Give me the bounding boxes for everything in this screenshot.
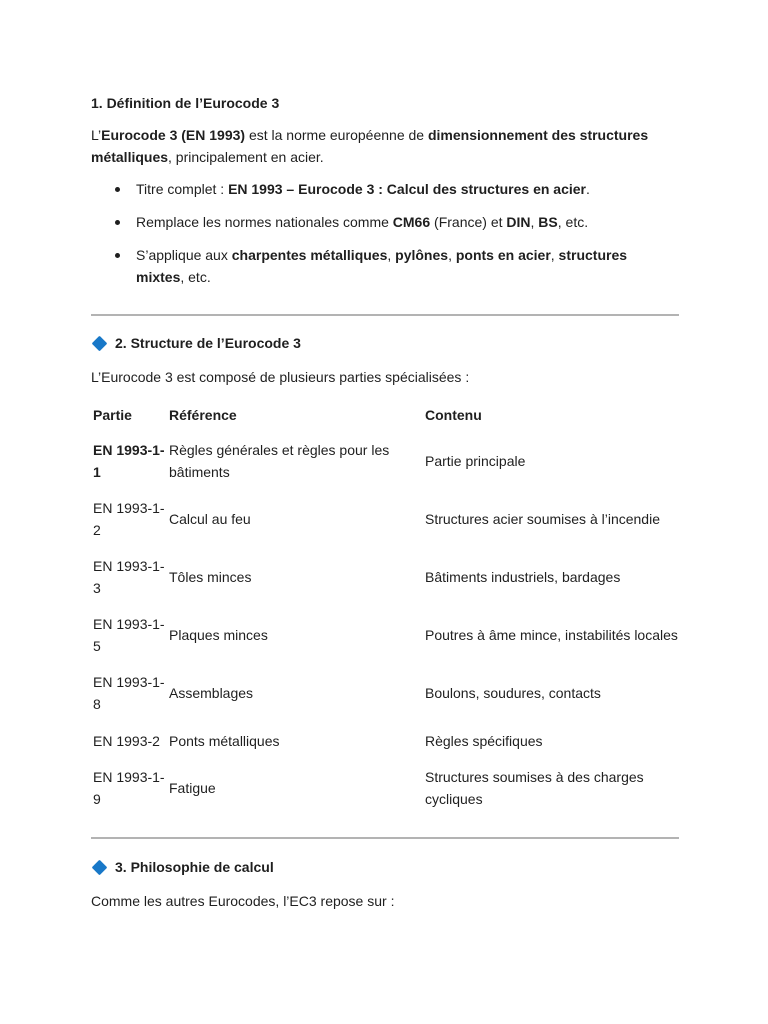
cell-contenu: Règles spécifiques [425, 732, 543, 749]
table-row [91, 759, 679, 816]
section-3-heading [91, 856, 679, 878]
column-header-contenu: Contenu [425, 406, 482, 423]
list-item: Titre complet : EN 1993 – Eurocode 3 : Calcul des structures en acier. [91, 178, 679, 200]
table-row [91, 606, 679, 664]
section-2-intro: L’Eurocode 3 est composé de plusieurs parties spécialisées : [91, 369, 470, 385]
cell-partie: EN 1993-1-9 [93, 768, 165, 807]
cell-reference: Tôles minces [169, 569, 252, 585]
cell-reference: Règles générales et règles pour les bâtiments [169, 442, 390, 480]
cell-reference: Fatigue [169, 779, 216, 796]
list-item: S’applique aux charpentes métalliques, pylônes, ponts en acier, structures mixtes, etc. [91, 244, 679, 288]
document-content [91, 92, 679, 912]
cell-contenu: Bâtiments industriels, bardages [425, 569, 621, 585]
cell-partie: EN 1993-1-2 [93, 500, 165, 538]
table-row [91, 490, 679, 548]
cell-contenu: Structures soumises à des charges cycliques [425, 768, 644, 807]
cell-contenu: Structures acier soumises à l’incendie [425, 511, 660, 527]
table-row [91, 722, 679, 759]
section-1-bullet-list [91, 178, 679, 288]
column-header-partie: Partie [93, 406, 132, 423]
blue-diamond-icon [92, 335, 108, 351]
section-1-title: 1. Définition de l’Eurocode 3 [91, 95, 280, 111]
cell-partie: EN 1993-2 [93, 732, 160, 749]
section-2-heading [91, 332, 679, 354]
table-header-row [91, 397, 679, 432]
list-item: Remplace les normes nationales comme CM66 (France) et DIN, BS, etc. [91, 211, 679, 233]
cell-partie: EN 1993-1-8 [93, 674, 165, 712]
cell-contenu: Poutres à âme mince, instabilités locales [425, 627, 678, 643]
cell-reference: Ponts métalliques [169, 732, 280, 749]
cell-partie: EN 1993-1-1 [93, 442, 165, 480]
table-row [91, 432, 679, 490]
column-header-reference: Référence [169, 406, 237, 423]
section-3-title: 3. Philosophie de calcul [115, 859, 274, 875]
section-1-intro: L’Eurocode 3 (EN 1993) est la norme européenne de dimensionnement des structures métalliques, principalement en acier. [91, 127, 649, 165]
cell-contenu: Boulons, soudures, contacts [425, 685, 601, 701]
section-divider [91, 314, 679, 316]
section-2-title: 2. Structure de l’Eurocode 3 [115, 335, 301, 351]
cell-partie: EN 1993-1-3 [93, 558, 165, 596]
eurocode-parts-table [91, 397, 679, 816]
cell-contenu: Partie principale [425, 453, 526, 469]
cell-reference: Calcul au feu [169, 511, 251, 527]
blue-diamond-icon [92, 859, 108, 875]
cell-reference: Plaques minces [169, 627, 268, 643]
section-divider [91, 837, 679, 839]
table-row [91, 548, 679, 606]
section-3-intro: Comme les autres Eurocodes, l’EC3 repose sur : [91, 893, 395, 909]
table-row [91, 664, 679, 722]
cell-reference: Assemblages [169, 685, 254, 701]
cell-partie: EN 1993-1-5 [93, 616, 165, 654]
